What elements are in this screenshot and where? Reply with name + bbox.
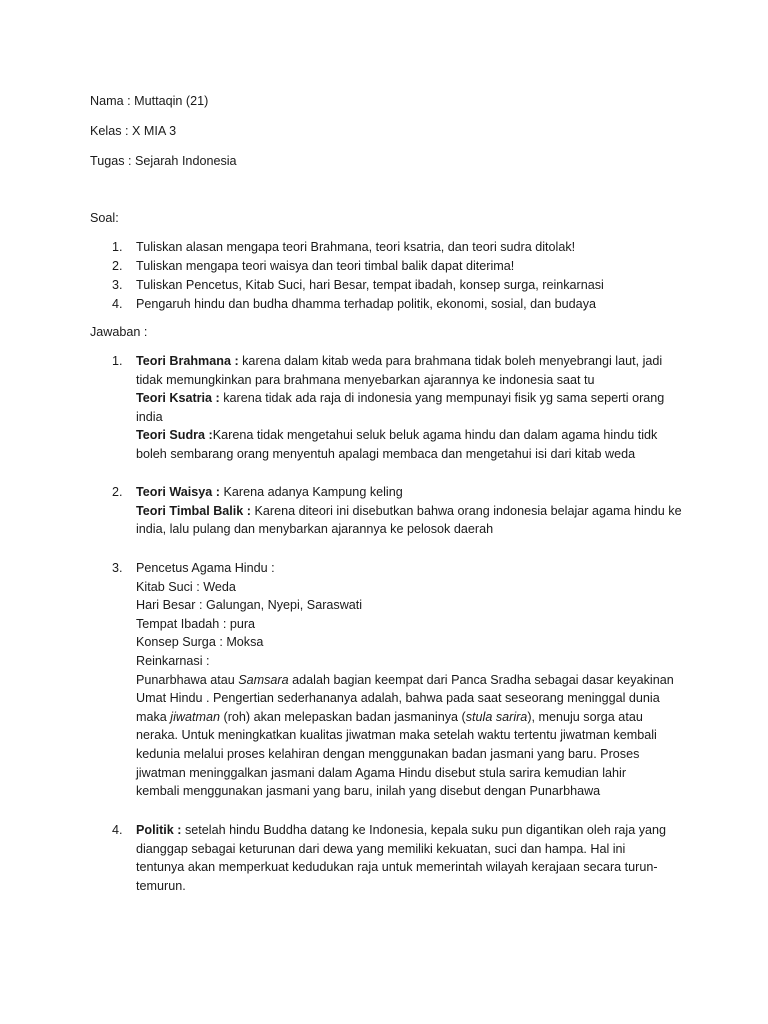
reinkarnasi-paragraph-line: kembali menggunakan jasmani yang baru, inilah yang disebut dengan Punarbhawa xyxy=(136,784,601,799)
question-text: Tuliskan alasan mengapa teori Brahmana, teori ksatria, dan teori sudra ditolak! xyxy=(136,240,576,254)
theory-ksatria-text-cont: india xyxy=(136,409,163,424)
theory-ksatria-label: Teori Ksatria : xyxy=(136,391,220,406)
politik-text-cont: dianggap sebagai keturunan dari dewa yang memiliki kekuatan, suci dan hampa. Hal ini xyxy=(136,841,626,856)
question-number: 2. xyxy=(112,259,123,273)
hari-besar-line: Hari Besar : Galungan, Nyepi, Saraswati xyxy=(136,598,363,613)
answers-heading: Jawaban : xyxy=(90,325,148,339)
theory-timbal-balik-text-cont: india, lalu pulang dan menybarkan ajarannya ke pelosok daerah xyxy=(136,522,494,537)
assignment-subject: Tugas : Sejarah Indonesia xyxy=(90,154,237,168)
question-number: 1. xyxy=(112,240,123,254)
theory-waisya-label: Teori Waisya : xyxy=(136,485,220,499)
tempat-ibadah-line: Tempat Ibadah : pura xyxy=(136,616,256,631)
theory-timbal-balik-label: Teori Timbal Balik : xyxy=(136,503,252,518)
answer-number: 1. xyxy=(112,354,123,368)
politik-text-cont: tentunya akan memperkuat kedudukan raja untuk memerintah wilayah kerajaan secara turun- xyxy=(136,860,658,875)
reinkarnasi-paragraph-line: Umat Hindu . Pengertian sederhananya adalah, bahwa pada saat seseorang meninggal dunia xyxy=(136,691,660,706)
theory-sudra-label: Teori Sudra : xyxy=(136,428,213,443)
questions-heading: Soal: xyxy=(90,211,119,225)
answer-number: 2. xyxy=(112,485,123,499)
theory-ksatria-text: karena tidak ada raja di indonesia yang mempunayi fisik yg sama seperti orang xyxy=(219,391,665,406)
reinkarnasi-line: Reinkarnasi : xyxy=(136,653,210,668)
politik-label: Politik : xyxy=(136,823,182,837)
question-text: Tuliskan Pencetus, Kitab Suci, hari Besar, tempat ibadah, konsep surga, reinkarnasi xyxy=(136,278,604,292)
pencetus-line: Pencetus Agama Hindu : xyxy=(136,561,275,575)
theory-sudra-text: Karena tidak mengetahui seluk beluk agama hindu dan dalam agama hindu tidk xyxy=(212,428,658,443)
politik-text: setelah hindu Buddha datang ke Indonesia, kepala suku pun digantikan oleh raja yang xyxy=(181,823,667,837)
kitab-suci-line: Kitab Suci : Weda xyxy=(136,579,236,594)
question-text: Tuliskan mengapa teori waisya dan teori timbal balik dapat diterima! xyxy=(136,259,515,273)
question-number: 4. xyxy=(112,297,123,311)
konsep-surga-line: Konsep Surga : Moksa xyxy=(136,635,264,650)
question-item xyxy=(0,295,768,314)
answer-number: 4. xyxy=(112,823,123,837)
reinkarnasi-paragraph-line: Punarbhawa atau Samsara adalah bagian keempat dari Panca Sradha sebagai dasar keyakinan xyxy=(136,672,674,687)
reinkarnasi-paragraph-line: jiwatman meninggalkan jasmani dalam Agama Hindu disebut stula sarira kemudian lahir xyxy=(136,765,627,780)
reinkarnasi-paragraph-line: neraka. Untuk meningkatkan kualitas jiwatman maka setelah waktu tertentu jiwatman kembali xyxy=(136,728,657,743)
theory-waisya-text: Karena adanya Kampung keling xyxy=(219,485,403,499)
reinkarnasi-paragraph-line: kedunia melalui proses kelahiran dengan menggunakan badan jasmani yang baru. Proses xyxy=(136,746,640,761)
theory-brahmana-label: Teori Brahmana : xyxy=(136,354,239,368)
theory-brahmana-text: karena dalam kitab weda para brahmana tidak boleh menyebrangi laut, jadi xyxy=(238,354,663,368)
student-class: Kelas : X MIA 3 xyxy=(90,124,177,138)
student-name: Nama : Muttaqin (21) xyxy=(90,94,209,108)
question-item xyxy=(0,276,768,295)
theory-sudra-text-cont: boleh sembarang orang menyentuh apalagi membaca dan mengetahui isi dari kitab weda xyxy=(136,446,636,461)
question-text: Pengaruh hindu dan budha dhamma terhadap politik, ekonomi, sosial, dan budaya xyxy=(136,297,596,311)
answer-number: 3. xyxy=(112,561,123,575)
politik-text-cont: temurun. xyxy=(136,878,186,893)
theory-brahmana-text-cont: tidak memungkinkan para brahmana menyebarkan ajarannya ke indonesia saat tu xyxy=(136,372,595,387)
reinkarnasi-paragraph-line: maka jiwatman (roh) akan melepaskan badan jasmaninya (stula sarira), menuju sorga atau xyxy=(136,709,643,724)
question-number: 3. xyxy=(112,278,123,292)
question-item xyxy=(0,238,768,257)
theory-timbal-balik-text: Karena diteori ini disebutkan bahwa orang indonesia belajar agama hindu ke xyxy=(251,503,682,518)
question-item xyxy=(0,257,768,276)
